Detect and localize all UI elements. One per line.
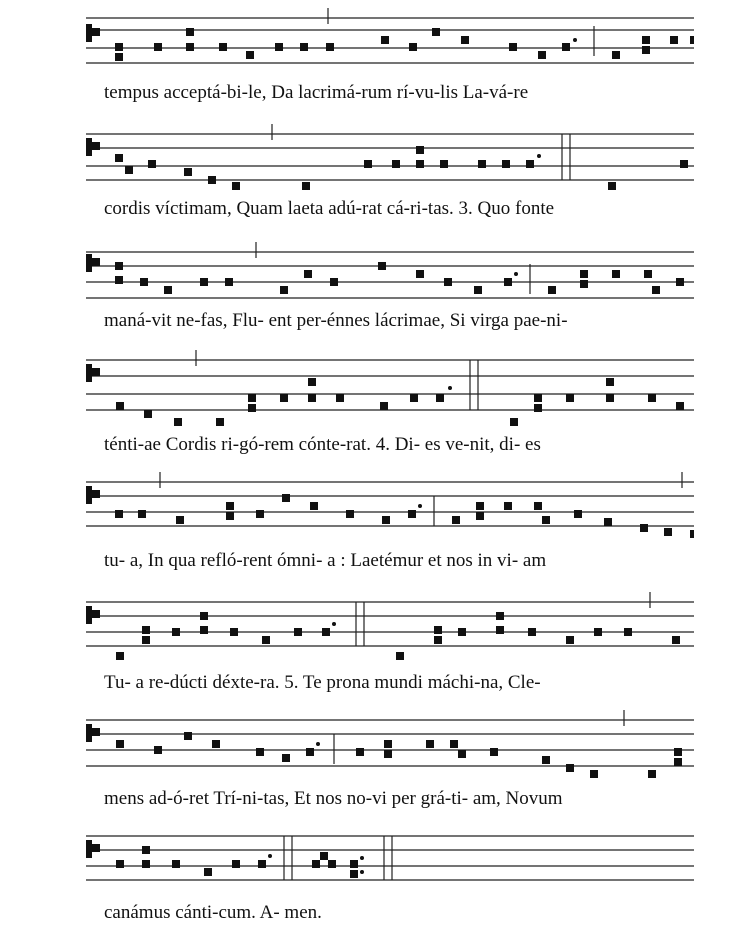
lyrics-line-3: maná-vit ne-fas, Flu- ent per-énnes lácrimae, Si virga pae-ni- bbox=[104, 310, 568, 331]
staff-4 bbox=[0, 340, 740, 440]
lyrics-line-5: tu- a, In qua refló-rent ómni- a : Laetémur et nos in vi- am bbox=[104, 550, 547, 571]
staff-2 bbox=[0, 110, 740, 210]
lyrics-line-6: Tu- a re-dúcti déxte-ra. 5. Te prona mundi máchi-na, Cle- bbox=[104, 672, 541, 693]
lyrics-line-2: cordis víctimam, Quam laeta adú-rat cá-ri-tas. 3. Quo fonte bbox=[104, 198, 555, 219]
lyrics-line-8: canámus cánti-cum. A- men. bbox=[104, 902, 322, 923]
lyrics-line-7: mens ad-ó-ret Trí-ni-tas, Et nos no-vi per grá-ti- am, Novum bbox=[104, 788, 563, 809]
lyrics-line-4: ténti-ae Cordis ri-gó-rem cónte-rat. 4. Di- es ve-nit, di- es bbox=[104, 434, 541, 455]
lyrics-line-1: tempus acceptá-bi-le, Da lacrimá-rum rí-vu-lis La-vá-re bbox=[104, 82, 529, 103]
